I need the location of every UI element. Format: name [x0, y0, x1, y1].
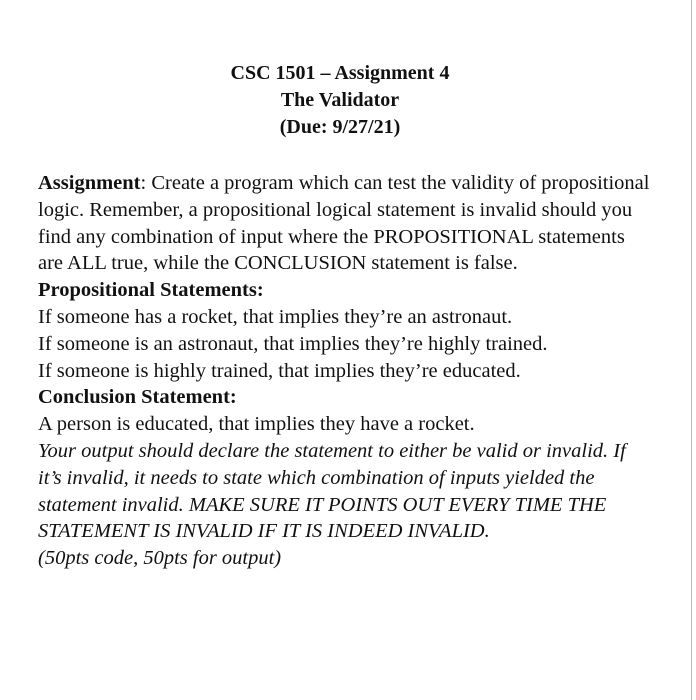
propositional-statement-3: If someone is highly trained, that implies they’re educated.: [38, 359, 521, 382]
page-edge: [691, 0, 692, 700]
output-instructions: Your output should declare the statement to either be valid or invalid. If it’s invalid, it needs to state which combination of inputs yielded the statement invalid. MAKE SURE IT POINTS OUT EVERY TIME THE STATEMENT IS INVALID IF IT IS INDEED INVALID.: [38, 439, 626, 543]
assignment-text: Create a program which can test the validity of propositional logic. Remember, a propositional logical statement is invalid should you find any combination of input where the PROPOSITIONAL statements are ALL true, while the CONCLUSION statement is false.: [38, 172, 650, 275]
propositional-statement-2: If someone is an astronaut, that implies they’re highly trained.: [38, 332, 548, 355]
points-breakdown: (50pts code, 50pts for output): [38, 547, 282, 570]
assignment-paragraph: [38, 170, 653, 277]
assignment-label-colon: :: [140, 172, 147, 194]
assignment-label: Assignment: [38, 172, 141, 194]
document-header: [0, 60, 680, 141]
propositional-statement-1: If someone has a rocket, that implies they’re an astronaut.: [38, 305, 513, 328]
course-assignment-title: CSC 1501 – Assignment 4: [230, 62, 450, 84]
conclusion-statement: A person is educated, that implies they have a rocket.: [38, 413, 475, 436]
due-date: (Due: 9/27/21): [279, 116, 401, 138]
assignment-name: The Validator: [280, 89, 400, 111]
propositional-heading: Propositional Statements:: [38, 279, 264, 302]
conclusion-heading: Conclusion Statement:: [38, 386, 237, 409]
assignment-body: [38, 170, 653, 572]
